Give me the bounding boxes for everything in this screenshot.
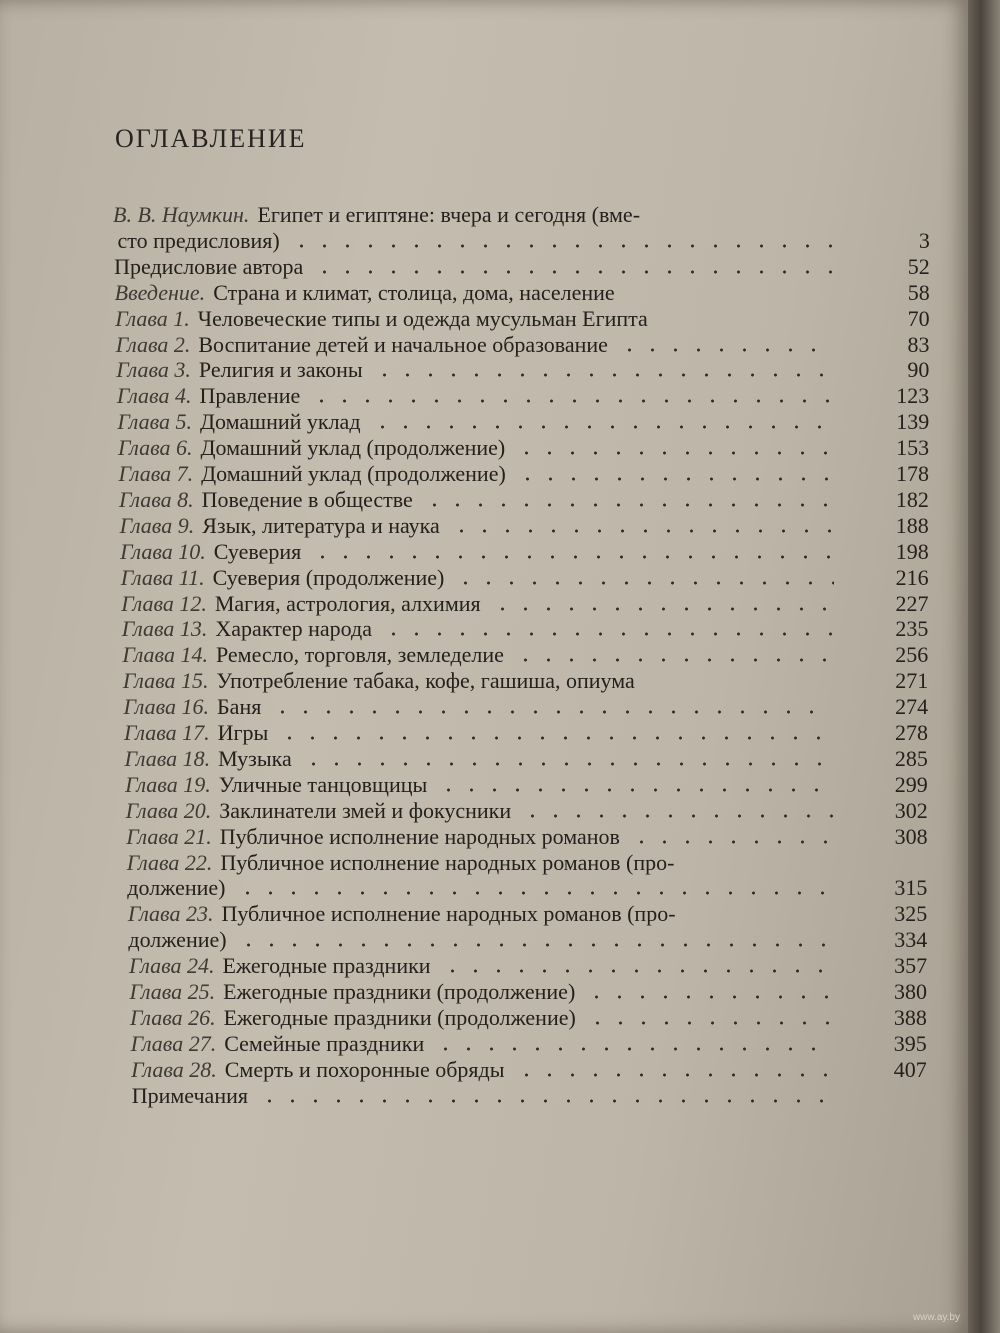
- toc-entry-page-number: 357: [894, 953, 928, 979]
- toc-entry-title: Египет и египтяне: вчера и сегодня (вме-: [257, 202, 641, 227]
- toc-entry-label: Глава 2.: [115, 331, 191, 357]
- toc-entry-page-number: 139: [896, 409, 930, 435]
- toc-entry: [0, 409, 968, 435]
- toc-entry-page-number: 153: [896, 435, 930, 461]
- toc-entry: [0, 202, 968, 228]
- dot-leader: [454, 581, 834, 585]
- toc-entry-page-number: 227: [895, 590, 929, 616]
- toc-entry-title: Домашний уклад: [200, 409, 361, 435]
- toc-entry: [0, 565, 968, 591]
- toc-entry-page-number: 58: [907, 279, 930, 305]
- toc-entry: [0, 383, 968, 409]
- toc-entry-title: Предисловие автора: [114, 253, 304, 279]
- toc-entry-label: Глава 19.: [125, 771, 211, 797]
- toc-entry: [0, 824, 968, 850]
- toc-entry: [0, 875, 968, 901]
- toc-entry-title: Воспитание детей и начальное образование: [198, 331, 608, 357]
- toc-entry: [0, 772, 968, 798]
- toc-entry-title: Заклинатели змей и фокусники: [219, 797, 512, 823]
- dot-leader: [313, 270, 835, 274]
- toc-entry: [0, 927, 968, 953]
- toc-entry-title: должение): [128, 927, 227, 953]
- page-title: ОГЛАВЛЕНИЕ: [115, 124, 307, 153]
- toc-entry-label: Глава 27.: [130, 1030, 217, 1056]
- toc-entry: [0, 850, 968, 876]
- toc-entry-page-number: 315: [894, 875, 928, 901]
- toc-entry: [0, 1005, 968, 1031]
- toc-entry-label: Глава 24.: [128, 953, 215, 979]
- book-spine-edge: [968, 0, 1000, 1333]
- toc-entry-title: должение): [127, 875, 226, 901]
- toc-entry: [0, 591, 968, 617]
- toc-entry: [0, 642, 968, 668]
- dot-leader: [437, 788, 832, 792]
- toc-entry-label: Глава 4.: [116, 383, 192, 409]
- watermark-text: www.ay.by: [912, 1312, 960, 1323]
- toc-entry-title: Ежегодные праздники (продолжение): [223, 1004, 576, 1030]
- toc-entry-page-number: 395: [893, 1030, 927, 1056]
- dot-leader: [237, 943, 832, 947]
- toc-entry-title: Человеческие типы и одежда мусульман Египта: [197, 305, 648, 331]
- toc-entry-page-number: 216: [895, 564, 929, 590]
- dot-leader: [618, 348, 835, 352]
- dot-leader: [236, 891, 833, 895]
- toc-entry-label: Глава 9.: [119, 512, 195, 538]
- toc-entry: [0, 616, 968, 642]
- toc-entry: [0, 306, 968, 332]
- dot-leader: [516, 477, 835, 481]
- toc-entry-title: Правление: [199, 383, 301, 409]
- toc-entry: [0, 798, 968, 824]
- toc-entry-title: Ежегодные праздники (продолжение): [223, 979, 576, 1004]
- toc-entry-page-number: 274: [895, 694, 929, 720]
- toc-entry: [0, 668, 968, 694]
- dot-leader: [382, 632, 834, 636]
- toc-entry-label: Глава 13.: [121, 616, 208, 642]
- dot-leader: [258, 1099, 831, 1103]
- toc-entry-label: Глава 18.: [124, 745, 211, 771]
- toc-entry-title: Публичное исполнение народных романов (про-: [220, 849, 675, 875]
- toc-entry-title: Поведение в обществе: [201, 486, 413, 512]
- toc-entry-label: Глава 7.: [118, 461, 194, 486]
- toc-entry: [0, 487, 968, 513]
- toc-entry-title: Примечания: [131, 1082, 248, 1108]
- toc-entry-page-number: 334: [894, 927, 928, 953]
- toc-entry-page-number: 271: [895, 668, 929, 694]
- dot-leader: [423, 503, 835, 507]
- toc-entry-page-number: 388: [893, 1004, 927, 1030]
- toc-entry-page-number: 90: [907, 357, 930, 383]
- toc-entry-page-number: 52: [907, 253, 930, 279]
- toc-entry-title: Музыка: [218, 745, 292, 771]
- toc-entry: [0, 901, 968, 927]
- toc-entry-page-number: 178: [896, 461, 929, 486]
- toc-entry-title: Игры: [217, 720, 269, 745]
- toc-entry-title: Семейные праздники: [224, 1030, 425, 1056]
- toc-entry-label: Глава 1.: [115, 305, 190, 331]
- toc-entry-label: Глава 25.: [129, 979, 216, 1004]
- toc-entry-label: Глава 14.: [122, 642, 208, 668]
- toc-entry: [0, 953, 968, 979]
- toc-entry-title: Ремесло, торговля, земледелие: [215, 642, 504, 668]
- toc-entry-title: Суеверия: [213, 538, 302, 564]
- toc-entry: [0, 461, 968, 487]
- dot-leader: [290, 244, 840, 248]
- toc-entry: [0, 720, 968, 746]
- toc-entry-label: Введение.: [114, 279, 206, 305]
- toc-entry-label: Глава 11.: [120, 564, 205, 590]
- toc-entry-page-number: 308: [894, 823, 928, 849]
- dot-leader: [630, 840, 832, 844]
- toc-entry-title: Суеверия (продолжение): [212, 564, 445, 590]
- toc-entry-label: Глава 21.: [126, 823, 212, 849]
- dot-leader: [278, 736, 833, 740]
- dot-leader: [515, 451, 834, 455]
- toc-entry-label: Глава 8.: [119, 486, 194, 512]
- toc-entry-label: Глава 20.: [125, 797, 212, 823]
- dot-leader: [373, 373, 835, 377]
- toc-entry-label: Глава 17.: [124, 720, 210, 745]
- toc-entry-page-number: 256: [895, 642, 929, 668]
- toc-entry-page-number: 302: [894, 797, 928, 823]
- toc-entry-label: Глава 16.: [123, 694, 210, 720]
- toc-entry-title: Публичное исполнение народных романов: [219, 823, 620, 849]
- toc-entry: [0, 280, 968, 306]
- toc-entry-label: Глава 5.: [117, 409, 192, 435]
- dot-leader: [585, 995, 831, 999]
- toc-entry-page-number: 278: [895, 720, 928, 745]
- toc-entry-title: Язык, литература и наука: [202, 512, 440, 538]
- toc-entry-page-number: 182: [895, 486, 929, 512]
- toc-entry-label: Глава 6.: [117, 435, 193, 461]
- toc-entry: [0, 1083, 968, 1109]
- toc-entry-label: Глава 26.: [130, 1004, 216, 1030]
- toc-entry-page-number: 3: [918, 227, 930, 253]
- dot-leader: [434, 1047, 831, 1051]
- toc-entry: [0, 357, 968, 383]
- toc-entry: [0, 1057, 968, 1083]
- dot-leader: [514, 658, 833, 662]
- dot-leader: [586, 1021, 832, 1025]
- toc-entry-page-number: 325: [894, 901, 928, 927]
- toc-entry-page-number: 188: [895, 512, 929, 538]
- dot-leader: [310, 399, 835, 403]
- toc-entry: [0, 228, 968, 254]
- dot-leader: [311, 555, 834, 559]
- toc-entry-title: Домашний уклад (продолжение): [200, 435, 506, 461]
- toc-entry-title: Смерть и похоронные обряды: [224, 1056, 505, 1082]
- toc-entry-page-number: 198: [895, 538, 929, 564]
- toc-entry-page-number: 123: [896, 383, 930, 409]
- toc-entry-label: Глава 28.: [131, 1056, 217, 1082]
- toc-entry-page-number: 407: [893, 1056, 927, 1082]
- toc-entry: [0, 435, 968, 461]
- toc-entry-label: Глава 12.: [121, 590, 207, 616]
- dot-leader: [441, 969, 832, 973]
- toc-entry: [0, 746, 968, 772]
- toc-entry-title: Страна и климат, столица, дома, население: [213, 279, 615, 305]
- dot-leader: [450, 529, 834, 533]
- toc-entry-title: Характер народа: [215, 616, 372, 642]
- toc-entry-title: Баня: [217, 694, 262, 720]
- toc-entry-page-number: 285: [894, 745, 928, 771]
- toc-entry: [0, 694, 968, 720]
- toc-entry-page-number: 235: [895, 616, 929, 642]
- toc-entry-title: Уличные танцовщицы: [218, 771, 428, 797]
- toc-entry-title: Домашний уклад (продолжение): [201, 461, 506, 486]
- toc-entry: [0, 254, 968, 280]
- toc-entry-label: Глава 3.: [116, 357, 191, 383]
- toc-entry-title: сто предисловия): [117, 227, 280, 253]
- toc-entry-title: Религия и законы: [198, 357, 363, 383]
- toc-entry-label: Глава 23.: [127, 901, 214, 927]
- toc-entry-page-number: 299: [894, 771, 928, 797]
- toc-entry-page-number: 380: [894, 979, 927, 1004]
- toc-entry-label: В. В. Наумкин.: [113, 202, 250, 227]
- toc-entry-page-number: 83: [907, 331, 930, 357]
- toc-entry: [0, 332, 968, 358]
- dot-leader: [521, 814, 832, 818]
- toc-entry: [0, 1031, 968, 1057]
- toc-entry-title: Публичное исполнение народных романов (про-: [221, 901, 676, 927]
- toc-entry: [0, 513, 968, 539]
- dot-leader: [515, 1073, 832, 1077]
- toc-entry-label: Глава 10.: [120, 538, 206, 564]
- dot-leader: [271, 710, 833, 714]
- dot-leader: [491, 607, 834, 611]
- dot-leader: [302, 762, 833, 766]
- toc-entry: [0, 979, 968, 1005]
- toc-entry-title: Употребление табака, кофе, гашиша, опиума: [216, 668, 635, 694]
- toc-entry: [0, 539, 968, 565]
- toc-entry-label: Глава 22.: [126, 849, 213, 875]
- toc-entry-label: Глава 15.: [122, 668, 209, 694]
- toc-entry-page-number: 70: [907, 305, 930, 331]
- dot-leader: [371, 425, 835, 429]
- toc-entry-title: Ежегодные праздники: [222, 953, 431, 979]
- toc-entry-title: Магия, астрология, алхимия: [214, 590, 481, 616]
